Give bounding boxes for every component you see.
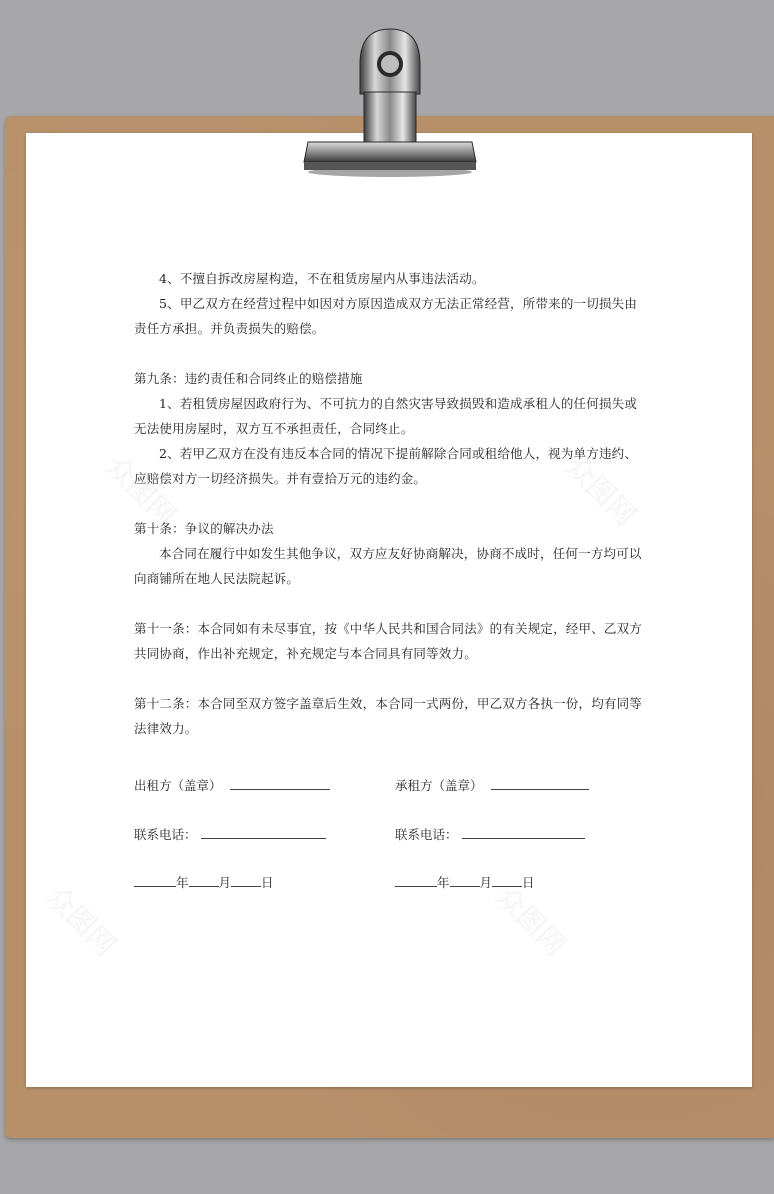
lessor-year-line	[134, 874, 176, 887]
contract-paragraph: 1、若租赁房屋因政府行为、不可抗力的自然灾害导致损毁和造成承租人的任何损失或无法使用房屋时，双方互不承担责任，合同终止。	[134, 396, 638, 436]
lessor-label: 出租方（盖章）	[134, 778, 222, 793]
paragraph-gap	[134, 591, 644, 616]
lessor-phone-line	[201, 826, 326, 839]
contract-paragraph: 4、不擅自拆改房屋构造，不在租赁房屋内从事违法活动。	[159, 271, 485, 286]
lessee-day-label: 日	[522, 875, 535, 890]
binder-clip-icon	[300, 24, 480, 179]
lessee-date-row	[395, 873, 535, 893]
paragraph-gap	[134, 666, 644, 691]
contract-body	[134, 266, 644, 741]
lessee-phone-line	[462, 826, 585, 839]
lessee-day-line	[492, 874, 522, 887]
lessor-day-label: 日	[261, 875, 274, 890]
lessee-month-line	[450, 874, 480, 887]
lessor-phone-row	[134, 825, 326, 845]
lessor-day-line	[231, 874, 261, 887]
contract-paragraph: 第九条：违约责任和合同终止的赔偿措施	[134, 371, 363, 386]
contract-paragraph: 2、若甲乙双方在没有违反本合同的情况下提前解除合同或租给他人，视为单方违约、应赔偿对方一切经济损失。并有壹拾万元的违约金。	[134, 446, 638, 486]
lessor-month-line	[189, 874, 219, 887]
lessee-year-line	[395, 874, 437, 887]
lessee-phone-row	[395, 825, 585, 845]
paragraph-gap	[134, 341, 644, 366]
contract-paragraph: 第十二条：本合同至双方签字盖章后生效，本合同一式两份，甲乙双方各执一份，均有同等法律效力。	[134, 696, 643, 736]
lessee-signature-row	[395, 776, 589, 796]
lessee-signature-line	[491, 777, 589, 790]
lessee-label: 承租方（盖章）	[395, 778, 483, 793]
contract-paragraph: 5、甲乙双方在经营过程中如因对方原因造成双方无法正常经营，所带来的一切损失由责任方承担。并负责损失的赔偿。	[134, 296, 638, 336]
contract-paragraph: 第十条：争议的解决办法	[134, 521, 274, 536]
contract-paragraph: 第十一条：本合同如有未尽事宜，按《中华人民共和国合同法》的有关规定，经甲、乙双方共同协商，作出补充规定，补充规定与本合同具有同等效力。	[134, 621, 643, 661]
lessor-signature-row	[134, 776, 330, 796]
lessor-date-row	[134, 873, 274, 893]
lessor-month-label: 月	[218, 875, 232, 890]
lessee-month-label: 月	[479, 875, 493, 890]
paragraph-gap	[134, 491, 644, 516]
lessee-phone-label: 联系电话：	[395, 827, 458, 842]
lessor-phone-label: 联系电话：	[134, 827, 197, 842]
lessor-year-label: 年	[176, 875, 189, 890]
lessor-signature-line	[230, 777, 330, 790]
lessee-year-label: 年	[437, 875, 450, 890]
contract-paragraph: 本合同在履行中如发生其他争议，双方应友好协商解决，协商不成时，任何一方均可以向商铺所在地人民法院起诉。	[134, 546, 642, 586]
